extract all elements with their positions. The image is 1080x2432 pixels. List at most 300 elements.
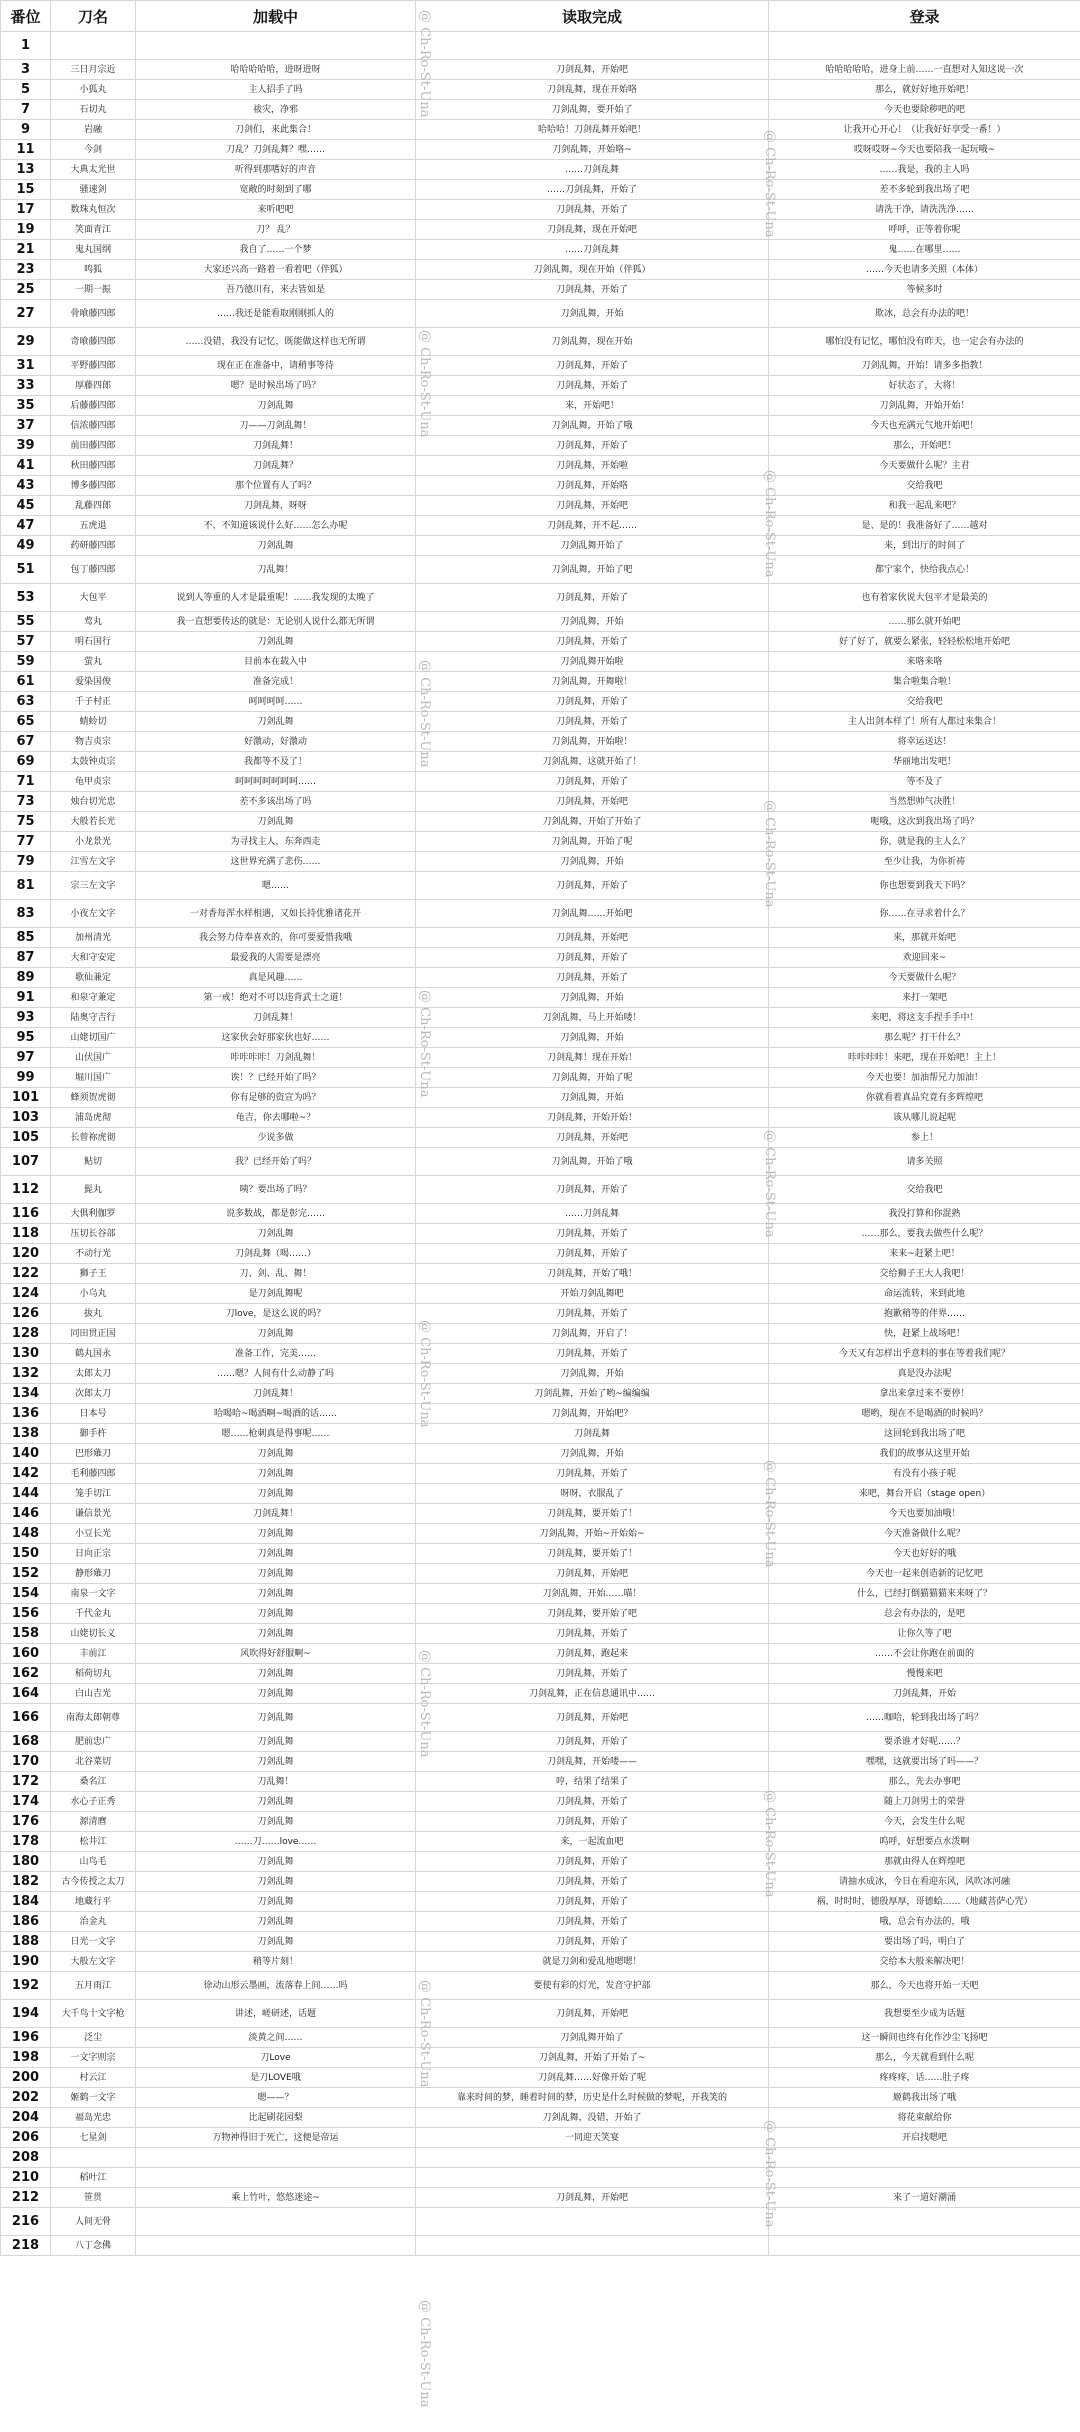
- load-complete-cell: 靠来时间的梦，睡着时间的梦，历史是什么时候做的梦呢，开我笑的: [416, 2088, 769, 2108]
- table-row: [1, 1704, 1080, 1732]
- rank-cell: 59: [1, 652, 51, 672]
- loading-cell: 哈喝哈~喝酒啊~喝酒的话……: [136, 1404, 416, 1424]
- name-cell: 笹贯: [51, 2188, 136, 2208]
- loading-cell: [136, 2208, 416, 2236]
- loading-cell: 万物神得旧于死亡，这便是帝运: [136, 2128, 416, 2148]
- table-row: [1, 2000, 1080, 2028]
- load-complete-cell: 刀剑乱舞……好像开始了呢: [416, 2068, 769, 2088]
- table-row: [1, 1444, 1080, 1464]
- rank-cell: 118: [1, 1224, 51, 1244]
- name-cell: 千代金丸: [51, 1604, 136, 1624]
- login-cell: 姬鹤我出场了哦: [769, 2088, 1080, 2108]
- login-cell: ……不会让你跑在前面的: [769, 1644, 1080, 1664]
- table-row: [1, 1972, 1080, 2000]
- load-complete-cell: 刀剑乱舞，开始了哦: [416, 1148, 769, 1176]
- loading-cell: 刀剑们，来此集合！: [136, 120, 416, 140]
- loading-cell: 刀乱舞！: [136, 1772, 416, 1792]
- table-row: [1, 1504, 1080, 1524]
- table-row: [1, 1284, 1080, 1304]
- table-row: [1, 396, 1080, 416]
- watermark: @ Ch-Ro-St-Una: [762, 800, 777, 908]
- table-row: [1, 988, 1080, 1008]
- rank-cell: 43: [1, 476, 51, 496]
- rank-cell: 81: [1, 872, 51, 900]
- table-row: [1, 1108, 1080, 1128]
- rank-cell: 67: [1, 732, 51, 752]
- table-row: [1, 1008, 1080, 1028]
- header-loading: 加载中: [136, 1, 416, 32]
- login-cell: 鬼……在哪里……: [769, 240, 1080, 260]
- load-complete-cell: 刀剑乱舞，开始吧: [416, 1564, 769, 1584]
- name-cell: 三日月宗近: [51, 60, 136, 80]
- table-row: [1, 1424, 1080, 1444]
- login-cell: 请洗干净，请洗洗净……: [769, 200, 1080, 220]
- rank-cell: 126: [1, 1304, 51, 1324]
- name-cell: 毛利藤四郎: [51, 1464, 136, 1484]
- loading-cell: 准备工作，完美……: [136, 1344, 416, 1364]
- login-cell: 哈哈哈哈哈，进身上前……一直想对人知这说一次: [769, 60, 1080, 80]
- rank-cell: 45: [1, 496, 51, 516]
- loading-cell: 是刀剑乱舞呢: [136, 1284, 416, 1304]
- table-row: [1, 1564, 1080, 1584]
- name-cell: 大俱利伽罗: [51, 1204, 136, 1224]
- name-cell: 厚藤四郎: [51, 376, 136, 396]
- name-cell: 五虎退: [51, 516, 136, 536]
- watermark: @ Ch-Ro-St-Una: [762, 2120, 777, 2228]
- load-complete-cell: [416, 2236, 769, 2256]
- table-row: [1, 100, 1080, 120]
- table-row: [1, 1912, 1080, 1932]
- table-row: [1, 1028, 1080, 1048]
- loading-cell: 哈哈哈哈哈，进呀进呀: [136, 60, 416, 80]
- loading-cell: 刀剑乱舞？: [136, 456, 416, 476]
- load-complete-cell: 刀剑乱舞，开始了: [416, 712, 769, 732]
- load-complete-cell: 刀剑乱舞，跑起来: [416, 1644, 769, 1664]
- name-cell: 物吉贞宗: [51, 732, 136, 752]
- login-cell: 今天也要除秽吧的吧: [769, 100, 1080, 120]
- table-row: [1, 712, 1080, 732]
- name-cell: 南海太郎朝尊: [51, 1704, 136, 1732]
- table-row: [1, 1872, 1080, 1892]
- rank-cell: 23: [1, 260, 51, 280]
- rank-cell: 182: [1, 1872, 51, 1892]
- table-row: [1, 672, 1080, 692]
- name-cell: 包丁藤四郎: [51, 556, 136, 584]
- login-cell: 你……在寻求着什么？: [769, 900, 1080, 928]
- name-cell: 七星剑: [51, 2128, 136, 2148]
- login-cell: 请多关照: [769, 1148, 1080, 1176]
- rank-cell: 158: [1, 1624, 51, 1644]
- rank-cell: 184: [1, 1892, 51, 1912]
- load-complete-cell: 刀剑乱舞，没错，开始了: [416, 2108, 769, 2128]
- name-cell: 一文字则宗: [51, 2048, 136, 2068]
- login-cell: 交给狮子王大人我吧！: [769, 1264, 1080, 1284]
- table-row: [1, 456, 1080, 476]
- rank-cell: 142: [1, 1464, 51, 1484]
- table-row: [1, 220, 1080, 240]
- login-cell: ……今天也请多关照（本体）: [769, 260, 1080, 280]
- name-cell: 鹤丸国永: [51, 1344, 136, 1364]
- rank-cell: 37: [1, 416, 51, 436]
- rank-cell: 154: [1, 1584, 51, 1604]
- name-cell: 谦信景光: [51, 1504, 136, 1524]
- login-cell: 这一瞬间也终有化作沙尘飞扬吧: [769, 2028, 1080, 2048]
- name-cell: 乱藤四郎: [51, 496, 136, 516]
- loading-cell: 刀love，是这么说的吗？: [136, 1304, 416, 1324]
- rank-cell: 63: [1, 692, 51, 712]
- table-row: [1, 584, 1080, 612]
- loading-cell: 刀剑乱舞: [136, 1444, 416, 1464]
- login-cell: 今天也好好的哦: [769, 1544, 1080, 1564]
- table-row: [1, 1852, 1080, 1872]
- rank-cell: 202: [1, 2088, 51, 2108]
- table-row: [1, 612, 1080, 632]
- loading-cell: 刀剑乱舞: [136, 1812, 416, 1832]
- name-cell: 信浓藤四郎: [51, 416, 136, 436]
- load-complete-cell: ……刀剑乱舞: [416, 160, 769, 180]
- name-cell: 长曾祢虎彻: [51, 1128, 136, 1148]
- login-cell: 华丽地出发吧！: [769, 752, 1080, 772]
- login-cell: 嘿嘿，这就要出场了吗——？: [769, 1752, 1080, 1772]
- loading-cell: 刀剑乱舞: [136, 1664, 416, 1684]
- name-cell: 陆奥守吉行: [51, 1008, 136, 1028]
- load-complete-cell: 要使有彩的灯光，发音守护部: [416, 1972, 769, 2000]
- login-cell: [769, 2168, 1080, 2188]
- load-complete-cell: 刀剑乱舞，开始了: [416, 1812, 769, 1832]
- loading-cell: 来听吧吧: [136, 200, 416, 220]
- login-cell: 今天也充满元气地开始吧！: [769, 416, 1080, 436]
- login-cell: [769, 2208, 1080, 2236]
- load-complete-cell: 刀剑乱舞，开始吧: [416, 792, 769, 812]
- loading-cell: ……我还是能看取刚刚抓人的: [136, 300, 416, 328]
- rank-cell: 19: [1, 220, 51, 240]
- table-row: [1, 1732, 1080, 1752]
- name-cell: 宗三左文字: [51, 872, 136, 900]
- rank-cell: 122: [1, 1264, 51, 1284]
- rank-cell: 97: [1, 1048, 51, 1068]
- rank-cell: 15: [1, 180, 51, 200]
- load-complete-cell: 刀剑乱舞，开始: [416, 300, 769, 328]
- table-body: [1, 32, 1080, 2256]
- load-complete-cell: 刀剑乱舞，开始: [416, 1364, 769, 1384]
- loading-cell: 徐动山形云墨画，流落春上间……吗: [136, 1972, 416, 2000]
- name-cell: 巴形薙刀: [51, 1444, 136, 1464]
- loading-cell: 差不多该出场了吗: [136, 792, 416, 812]
- login-cell: 那么，就好好地开始吧！: [769, 80, 1080, 100]
- loading-cell: 刀剑乱舞: [136, 396, 416, 416]
- rank-cell: 150: [1, 1544, 51, 1564]
- loading-cell: 淡黄之间……: [136, 2028, 416, 2048]
- login-cell: 来咯来咯: [769, 652, 1080, 672]
- table-row: [1, 2088, 1080, 2108]
- table-row: [1, 328, 1080, 356]
- loading-cell: 刀剑乱舞: [136, 1852, 416, 1872]
- rank-cell: 162: [1, 1664, 51, 1684]
- rank-cell: 208: [1, 2148, 51, 2168]
- login-cell: 今天也一起来创造新的记忆吧: [769, 1564, 1080, 1584]
- name-cell: 药研藤四郎: [51, 536, 136, 556]
- rank-cell: 166: [1, 1704, 51, 1732]
- login-cell: 今天又有怎样出乎意料的事在等着我们呢？: [769, 1344, 1080, 1364]
- table-row: [1, 1644, 1080, 1664]
- login-cell: 来来~赶紧上吧！: [769, 1244, 1080, 1264]
- loading-cell: 好激动，好激动: [136, 732, 416, 752]
- login-cell: ……那么，要我去做些什么呢？: [769, 1224, 1080, 1244]
- table-row: [1, 1624, 1080, 1644]
- name-cell: 日本号: [51, 1404, 136, 1424]
- loading-cell: [136, 2236, 416, 2256]
- rank-cell: 170: [1, 1752, 51, 1772]
- rank-cell: 61: [1, 672, 51, 692]
- table-row: [1, 536, 1080, 556]
- name-cell: 山姥切长义: [51, 1624, 136, 1644]
- load-complete-cell: 刀剑乱舞，开始了: [416, 1244, 769, 1264]
- load-complete-cell: 刀剑乱舞，开始吧: [416, 1128, 769, 1148]
- name-cell: 小龙景光: [51, 832, 136, 852]
- load-complete-cell: 刀剑乱舞，开始了: [416, 1872, 769, 1892]
- login-cell: 将幸运送达！: [769, 732, 1080, 752]
- loading-cell: 听得到那嗜好的声音: [136, 160, 416, 180]
- load-complete-cell: 刀剑乱舞，开始喽——: [416, 1752, 769, 1772]
- table-row: [1, 1792, 1080, 1812]
- rank-cell: 218: [1, 2236, 51, 2256]
- name-cell: 大包平: [51, 584, 136, 612]
- table-row: [1, 80, 1080, 100]
- loading-cell: 刀剑乱舞: [136, 1464, 416, 1484]
- rank-cell: 112: [1, 1176, 51, 1204]
- load-complete-cell: 刀剑乱舞，开始了: [416, 1732, 769, 1752]
- loading-cell: 真是风趣……: [136, 968, 416, 988]
- login-cell: 今天，会发生什么呢: [769, 1812, 1080, 1832]
- table-row: [1, 2108, 1080, 2128]
- load-complete-cell: 刀剑乱舞，要开始了！: [416, 1544, 769, 1564]
- login-cell: 疼疼疼，话……肚子疼: [769, 2068, 1080, 2088]
- login-cell: 这回轮到我出场了吧: [769, 1424, 1080, 1444]
- load-complete-cell: ……刀剑乱舞，开始了: [416, 180, 769, 200]
- rank-cell: 55: [1, 612, 51, 632]
- load-complete-cell: 刀剑乱舞，开始啦: [416, 456, 769, 476]
- table-row: [1, 1148, 1080, 1176]
- table-row: [1, 1604, 1080, 1624]
- login-cell: 总会有办法的，是吧: [769, 1604, 1080, 1624]
- load-complete-cell: 刀剑乱舞，开始了: [416, 436, 769, 456]
- loading-cell: 稍等片刻！: [136, 1952, 416, 1972]
- name-cell: 古今传授之太刀: [51, 1872, 136, 1892]
- load-complete-cell: 刀剑乱舞，要开始了: [416, 100, 769, 120]
- table-row: [1, 928, 1080, 948]
- load-complete-cell: 刀剑乱舞，开始了: [416, 1912, 769, 1932]
- watermark: @ Ch-Ro-St-Una: [417, 2300, 432, 2408]
- load-complete-cell: 来，开始吧！: [416, 396, 769, 416]
- table-row: [1, 2236, 1080, 2256]
- login-cell: 呼呼，正等着你呢: [769, 220, 1080, 240]
- name-cell: 山伏国广: [51, 1048, 136, 1068]
- load-complete-cell: 刀剑乱舞，开始咯~: [416, 140, 769, 160]
- login-cell: 主人出剑本样了！所有人都过来集合！: [769, 712, 1080, 732]
- table-row: [1, 1244, 1080, 1264]
- rank-cell: 130: [1, 1344, 51, 1364]
- name-cell: 压切长谷部: [51, 1224, 136, 1244]
- watermark: @ Ch-Ro-St-Una: [762, 1460, 777, 1568]
- loading-cell: 刀剑乱舞: [136, 1524, 416, 1544]
- load-complete-cell: 刀剑乱舞，开不起……: [416, 516, 769, 536]
- rank-cell: 53: [1, 584, 51, 612]
- login-cell: 好了好了，就要么紧张，轻轻松松地开始吧: [769, 632, 1080, 652]
- name-cell: 山鸟毛: [51, 1852, 136, 1872]
- header-rank: 番位: [1, 1, 51, 32]
- rank-cell: 204: [1, 2108, 51, 2128]
- load-complete-cell: 刀剑乱舞，开始了哦！: [416, 1264, 769, 1284]
- rank-cell: 51: [1, 556, 51, 584]
- login-cell: 今天准备做什么呢？: [769, 1524, 1080, 1544]
- login-cell: 我想要至少成为话题: [769, 2000, 1080, 2028]
- table-row: [1, 1892, 1080, 1912]
- name-cell: 蜂须贺虎彻: [51, 1088, 136, 1108]
- name-cell: 大典太光世: [51, 160, 136, 180]
- loading-cell: 说多数战，都是彰完……: [136, 1204, 416, 1224]
- loading-cell: 刀剑乱舞: [136, 1732, 416, 1752]
- login-cell: 都宁家个，快给我点心！: [769, 556, 1080, 584]
- table-row: [1, 300, 1080, 328]
- name-cell: 数珠丸恒次: [51, 200, 136, 220]
- rank-cell: 216: [1, 2208, 51, 2236]
- loading-cell: 刀剑乱舞: [136, 1932, 416, 1952]
- login-cell: 也有着家伙说大包平才是最美的: [769, 584, 1080, 612]
- name-cell: 次郎太刀: [51, 1384, 136, 1404]
- name-cell: 稻叶江: [51, 2168, 136, 2188]
- rank-cell: 124: [1, 1284, 51, 1304]
- load-complete-cell: 刀剑乱舞，现在开始（伴狐）: [416, 260, 769, 280]
- login-cell: 拿出来拿过来不要停！: [769, 1384, 1080, 1404]
- table-row: [1, 1176, 1080, 1204]
- watermark: @ Ch-Ro-St-Una: [417, 1980, 432, 2088]
- header-load-complete: 读取完成: [416, 1, 769, 32]
- name-cell: 鲇切: [51, 1148, 136, 1176]
- loading-cell: 我一直想要传达的就是：无论别人说什么都无所谓: [136, 612, 416, 632]
- table-row: [1, 772, 1080, 792]
- name-cell: 爱染国俊: [51, 672, 136, 692]
- name-cell: 肥前忠广: [51, 1732, 136, 1752]
- name-cell: 太鼓钟贞宗: [51, 752, 136, 772]
- loading-cell: 呵呵呵呵呵呵呵……: [136, 772, 416, 792]
- load-complete-cell: 刀剑乱舞: [416, 1424, 769, 1444]
- table-row: [1, 792, 1080, 812]
- loading-cell: 最爱我的人需要是漂亮: [136, 948, 416, 968]
- load-complete-cell: 刀剑乱舞，开始了: [416, 1792, 769, 1812]
- load-complete-cell: 刀剑乱舞，开始了: [416, 280, 769, 300]
- name-cell: 烛台切光忠: [51, 792, 136, 812]
- loading-cell: 刀——刀剑乱舞！: [136, 416, 416, 436]
- loading-cell: 现在正在准备中，请稍事等待: [136, 356, 416, 376]
- load-complete-cell: 刀剑乱舞，开始了: [416, 1344, 769, 1364]
- load-complete-cell: 刀剑乱舞，开始了: [416, 584, 769, 612]
- loading-cell: 刀乱？刀剑乱舞？嘿……: [136, 140, 416, 160]
- name-cell: 秋田藤四郎: [51, 456, 136, 476]
- table-row: [1, 2188, 1080, 2208]
- loading-cell: ……嗯？人间有什么动静了吗: [136, 1364, 416, 1384]
- table-row: [1, 1304, 1080, 1324]
- table-row: [1, 968, 1080, 988]
- login-cell: 交给我吧: [769, 692, 1080, 712]
- load-complete-cell: 呀呀，衣服乱了: [416, 1484, 769, 1504]
- loading-cell: 这世界充满了悲伤……: [136, 852, 416, 872]
- load-complete-cell: 刀剑乱舞！现在开始！: [416, 1048, 769, 1068]
- login-cell: 来吧，将这支手捏手手中！: [769, 1008, 1080, 1028]
- rank-cell: 85: [1, 928, 51, 948]
- table-row: [1, 1224, 1080, 1244]
- loading-cell: 刀剑乱舞: [136, 1584, 416, 1604]
- login-cell: ……咖哈，轮到我出场了吗？: [769, 1704, 1080, 1732]
- name-cell: 小狐丸: [51, 80, 136, 100]
- login-cell: 那么呢？打干什么？: [769, 1028, 1080, 1048]
- load-complete-cell: 刀剑乱舞，开始咯: [416, 476, 769, 496]
- login-cell: 集合啦集合啦！: [769, 672, 1080, 692]
- login-cell: 嗯哟，现在不是喝酒的时候吗？: [769, 1404, 1080, 1424]
- load-complete-cell: 来，一起流血吧: [416, 1832, 769, 1852]
- rank-cell: 83: [1, 900, 51, 928]
- name-cell: 山姥切国广: [51, 1028, 136, 1048]
- loading-cell: 宽敞的时刻到了哪: [136, 180, 416, 200]
- name-cell: 小豆长光: [51, 1524, 136, 1544]
- name-cell: 日向正宗: [51, 1544, 136, 1564]
- name-cell: 北谷菜切: [51, 1752, 136, 1772]
- loading-cell: 刀剑乱舞: [136, 1704, 416, 1732]
- name-cell: 髭丸: [51, 1176, 136, 1204]
- name-cell: 水心子正秀: [51, 1792, 136, 1812]
- load-complete-cell: 就是刀剑和爱乱地嗯嗯！: [416, 1952, 769, 1972]
- table-row: [1, 280, 1080, 300]
- load-complete-cell: [416, 32, 769, 60]
- rank-cell: 31: [1, 356, 51, 376]
- rank-cell: 35: [1, 396, 51, 416]
- login-cell: 你，就是我的主人么？: [769, 832, 1080, 852]
- login-cell: [769, 2236, 1080, 2256]
- load-complete-cell: 刀剑乱舞，现在开始: [416, 328, 769, 356]
- login-cell: 什么，已经打倒猫猫猫来来呀了？: [769, 1584, 1080, 1604]
- rank-cell: 200: [1, 2068, 51, 2088]
- loading-cell: 刀剑乱舞: [136, 1604, 416, 1624]
- table-row: [1, 200, 1080, 220]
- login-cell: 刀剑乱舞，开始: [769, 1684, 1080, 1704]
- loading-cell: [136, 2168, 416, 2188]
- rank-cell: 140: [1, 1444, 51, 1464]
- rank-cell: 95: [1, 1028, 51, 1048]
- load-complete-cell: 刀剑乱舞，开始了: [416, 1932, 769, 1952]
- loading-cell: [136, 2148, 416, 2168]
- load-complete-cell: 刀剑乱舞，开始了开始了: [416, 812, 769, 832]
- name-cell: 和泉守兼定: [51, 988, 136, 1008]
- load-complete-cell: 刀剑乱舞，开始: [416, 1028, 769, 1048]
- name-cell: 小乌丸: [51, 1284, 136, 1304]
- name-cell: 源清麿: [51, 1812, 136, 1832]
- table-row: [1, 240, 1080, 260]
- rank-cell: 13: [1, 160, 51, 180]
- table-row: [1, 1752, 1080, 1772]
- login-cell: 今天也要！加油帮兄力加油！: [769, 1068, 1080, 1088]
- rank-cell: 174: [1, 1792, 51, 1812]
- load-complete-cell: 刀剑乱舞，开始: [416, 1444, 769, 1464]
- name-cell: 江雪左文字: [51, 852, 136, 872]
- login-cell: 交给我吧: [769, 1176, 1080, 1204]
- load-complete-cell: 刀剑乱舞，开始了: [416, 632, 769, 652]
- name-cell: 日光一文字: [51, 1932, 136, 1952]
- table-row: [1, 1584, 1080, 1604]
- load-complete-cell: ……刀剑乱舞: [416, 1204, 769, 1224]
- rank-cell: 144: [1, 1484, 51, 1504]
- table-row: [1, 1684, 1080, 1704]
- rank-cell: 172: [1, 1772, 51, 1792]
- header-row: [1, 1, 1080, 32]
